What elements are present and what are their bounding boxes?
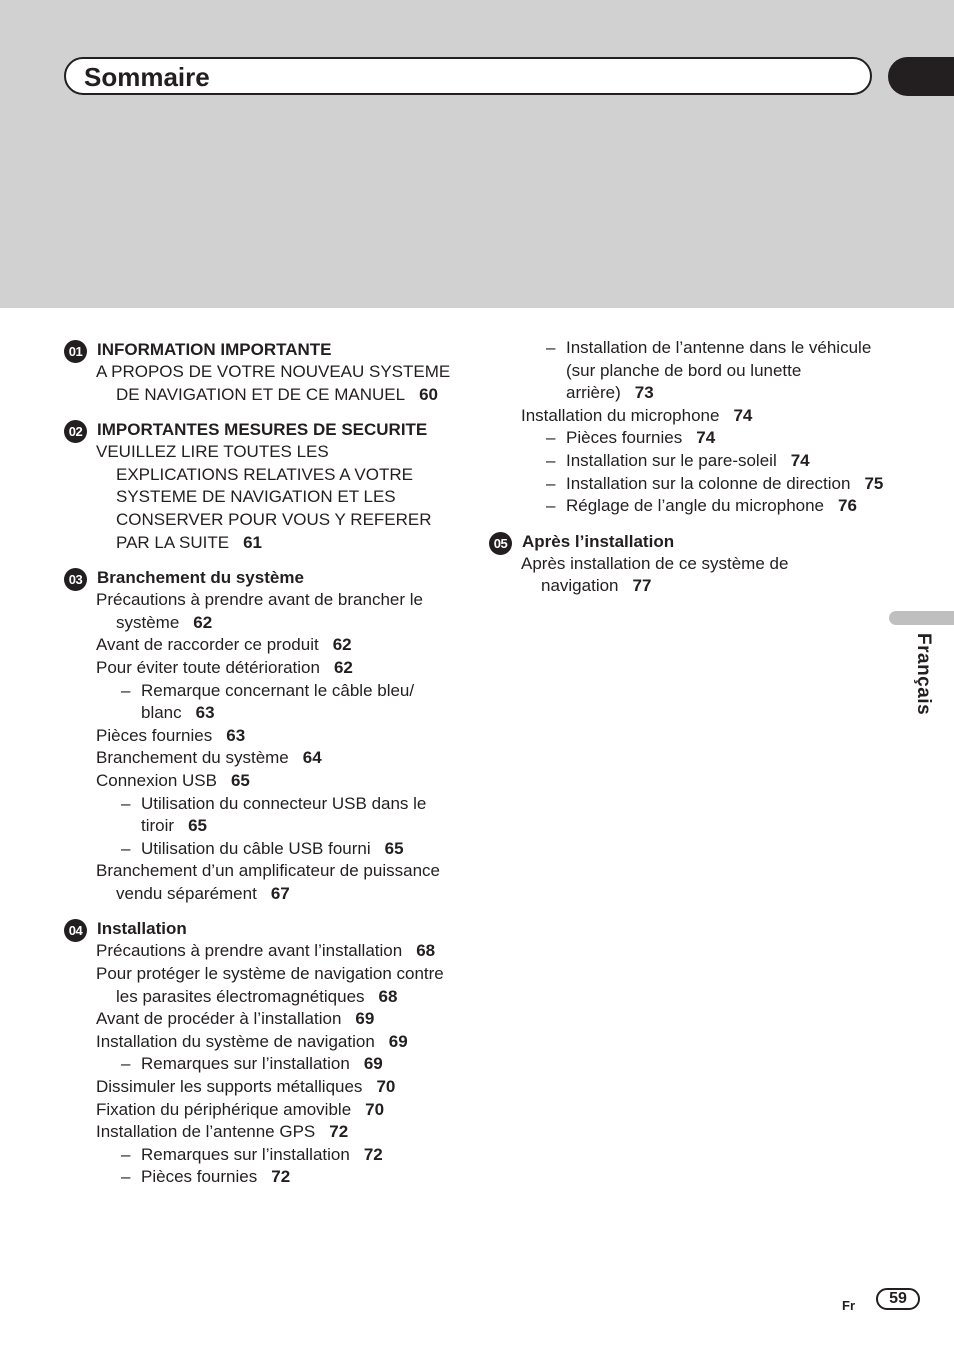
dash-marker: – [121, 680, 131, 700]
entry-text: A PROPOS DE VOTRE NOUVEAU SYSTEME DE NAVIGATION ET DE CE MANUEL [96, 362, 451, 404]
toc-entry [64, 725, 454, 748]
entry-text: Branchement du système [96, 748, 289, 768]
section-number-badge: 01 [64, 340, 87, 363]
toc-entry [64, 1076, 454, 1099]
toc-entry [64, 441, 454, 554]
toc-subentry [489, 427, 889, 450]
toc-section [64, 338, 454, 406]
section-header [64, 566, 454, 589]
chapter-tab [888, 57, 954, 96]
entry-page-number: 72 [271, 1167, 291, 1187]
toc-entry [64, 634, 454, 657]
entry-text: Réglage de l’angle du microphone [566, 496, 825, 516]
entry-page-number: 77 [632, 576, 652, 596]
toc-entry [64, 963, 454, 1008]
toc-entry [64, 770, 454, 793]
entry-text: Connexion USB [96, 770, 217, 790]
entry-text: Pour éviter toute détérioration [96, 657, 320, 677]
entry-text: Installation de l’antenne GPS [96, 1122, 316, 1142]
toc-entry [64, 1121, 454, 1144]
entry-text: Après installation de ce système de navigation [521, 553, 789, 596]
entry-page-number: 72 [363, 1144, 383, 1164]
entry-page-number: 65 [230, 770, 250, 790]
toc-entry [64, 1099, 454, 1122]
footer-language-code: Fr [842, 1298, 855, 1313]
section-title: Installation [97, 919, 187, 939]
section-title: INFORMATION IMPORTANTE [97, 340, 332, 359]
toc-entry [64, 940, 454, 963]
section-number-badge: 02 [64, 420, 87, 443]
toc-entry [64, 589, 454, 634]
entry-page-number: 68 [378, 986, 398, 1006]
section-number-badge: 03 [64, 568, 87, 591]
dash-marker: – [121, 793, 131, 813]
toc-subentry [489, 337, 889, 405]
dash-marker: – [546, 496, 556, 516]
entry-page-number: 74 [733, 405, 753, 425]
toc-left-column [64, 338, 454, 1201]
entry-text: Installation du système de navigation [96, 1031, 375, 1051]
language-tab-marker [889, 611, 954, 625]
entry-text: Installation du microphone [521, 405, 720, 425]
entry-text: Branchement d’un amplificateur de puissance vendu séparément [96, 861, 440, 903]
toc-entry [64, 1008, 454, 1031]
entry-page-number: 75 [864, 473, 884, 493]
entry-page-number: 69 [355, 1009, 375, 1029]
dash-marker: – [546, 473, 556, 493]
entry-text: Pièces fournies [141, 1167, 258, 1187]
entry-text: Pour protéger le système de navigation contre les parasites électromagnétiques [96, 964, 444, 1006]
toc-continuation [489, 337, 889, 518]
toc-subentry [64, 838, 454, 861]
header-band [0, 0, 954, 308]
toc-subentry [64, 1166, 454, 1189]
section-title: Après l’installation [522, 531, 675, 551]
entry-text: Remarque concernant le câble bleu/ blanc [141, 680, 415, 723]
entry-page-number: 74 [790, 450, 810, 470]
entry-page-number: 65 [384, 838, 404, 858]
toc-section [489, 530, 889, 598]
entry-page-number: 69 [363, 1054, 383, 1074]
toc-subentry [64, 793, 454, 838]
entry-text: Précautions à prendre avant de brancher le système [96, 590, 423, 632]
entry-page-number: 63 [226, 725, 246, 745]
toc-section [64, 566, 454, 905]
section-title: IMPORTANTES MESURES DE SECURITE [97, 420, 428, 440]
entry-text: Utilisation du connecteur USB dans le tiroir [141, 793, 427, 836]
toc-entry [489, 553, 889, 598]
entry-text: Dissimuler les supports métalliques [96, 1077, 363, 1097]
toc-subentry [489, 450, 889, 473]
dash-marker: – [121, 838, 131, 858]
toc-entry [64, 860, 454, 905]
entry-text: Installation de l’antenne dans le véhicule (sur planche de bord ou lunette arrière) [566, 338, 872, 403]
toc-entry [489, 405, 889, 428]
entry-page-number: 69 [388, 1031, 408, 1051]
entry-text: Installation sur la colonne de direction [566, 473, 851, 493]
section-header [64, 917, 454, 940]
toc-subentry [64, 1144, 454, 1167]
toc-section [64, 917, 454, 1189]
title-box [64, 57, 872, 95]
dash-marker: – [121, 1054, 131, 1074]
dash-marker: – [121, 1167, 131, 1187]
dash-marker: – [546, 338, 556, 357]
section-header [64, 418, 454, 441]
entry-text: Pièces fournies [566, 428, 683, 448]
entry-text: Fixation du périphérique amovible [96, 1099, 352, 1119]
dash-marker: – [121, 1144, 131, 1164]
section-title: Branchement du système [97, 568, 304, 588]
page-title: Sommaire [84, 62, 210, 92]
entry-text: VEUILLEZ LIRE TOUTES LES EXPLICATIONS RELATIVES A VOTRE SYSTEME DE NAVIGATION ET LES CONSERVER POUR VOUS Y REFERER PAR LA SUITE [96, 442, 432, 552]
entry-page-number: 61 [243, 532, 262, 552]
entry-text: Utilisation du câble USB fourni [141, 838, 371, 858]
entry-page-number: 60 [419, 384, 438, 404]
dash-marker: – [546, 450, 556, 470]
toc-entry [64, 657, 454, 680]
entry-page-number: 70 [376, 1077, 396, 1097]
toc-right-column [489, 337, 889, 610]
entry-text: Avant de procéder à l’installation [96, 1009, 342, 1029]
entry-page-number: 62 [193, 612, 213, 632]
toc-entry [64, 1031, 454, 1054]
entry-page-number: 64 [302, 748, 322, 768]
entry-page-number: 72 [329, 1122, 349, 1142]
toc-right-sections [489, 530, 889, 598]
page-number: 59 [876, 1288, 920, 1310]
section-header [64, 338, 454, 361]
section-number-badge: 04 [64, 919, 87, 942]
toc-subentry [489, 495, 889, 518]
toc-subentry [64, 680, 454, 725]
entry-page-number: 68 [416, 941, 436, 961]
entry-page-number: 62 [332, 635, 352, 655]
toc-subentry [489, 473, 889, 496]
entry-page-number: 62 [333, 657, 353, 677]
section-header [489, 530, 889, 553]
entry-page-number: 73 [634, 383, 654, 403]
toc-entry [64, 747, 454, 770]
entry-page-number: 74 [696, 428, 716, 448]
toc-entry [64, 361, 454, 406]
entry-text: Remarques sur l’installation [141, 1054, 350, 1074]
entry-page-number: 70 [365, 1099, 385, 1119]
entry-text: Pièces fournies [96, 725, 213, 745]
entry-page-number: 67 [270, 883, 290, 903]
entry-text: Précautions à prendre avant l’installation [96, 941, 403, 961]
toc-section [64, 418, 454, 554]
entry-page-number: 76 [838, 496, 857, 516]
entry-page-number: 65 [188, 816, 207, 836]
section-number-badge: 05 [489, 532, 512, 555]
entry-text: Installation sur le pare-soleil [566, 450, 777, 470]
entry-text: Avant de raccorder ce produit [96, 635, 319, 655]
toc-subentry [64, 1053, 454, 1076]
dash-marker: – [546, 428, 556, 448]
entry-text: Remarques sur l’installation [141, 1144, 350, 1164]
language-label: Français [913, 633, 934, 716]
entry-page-number: 63 [195, 703, 215, 723]
